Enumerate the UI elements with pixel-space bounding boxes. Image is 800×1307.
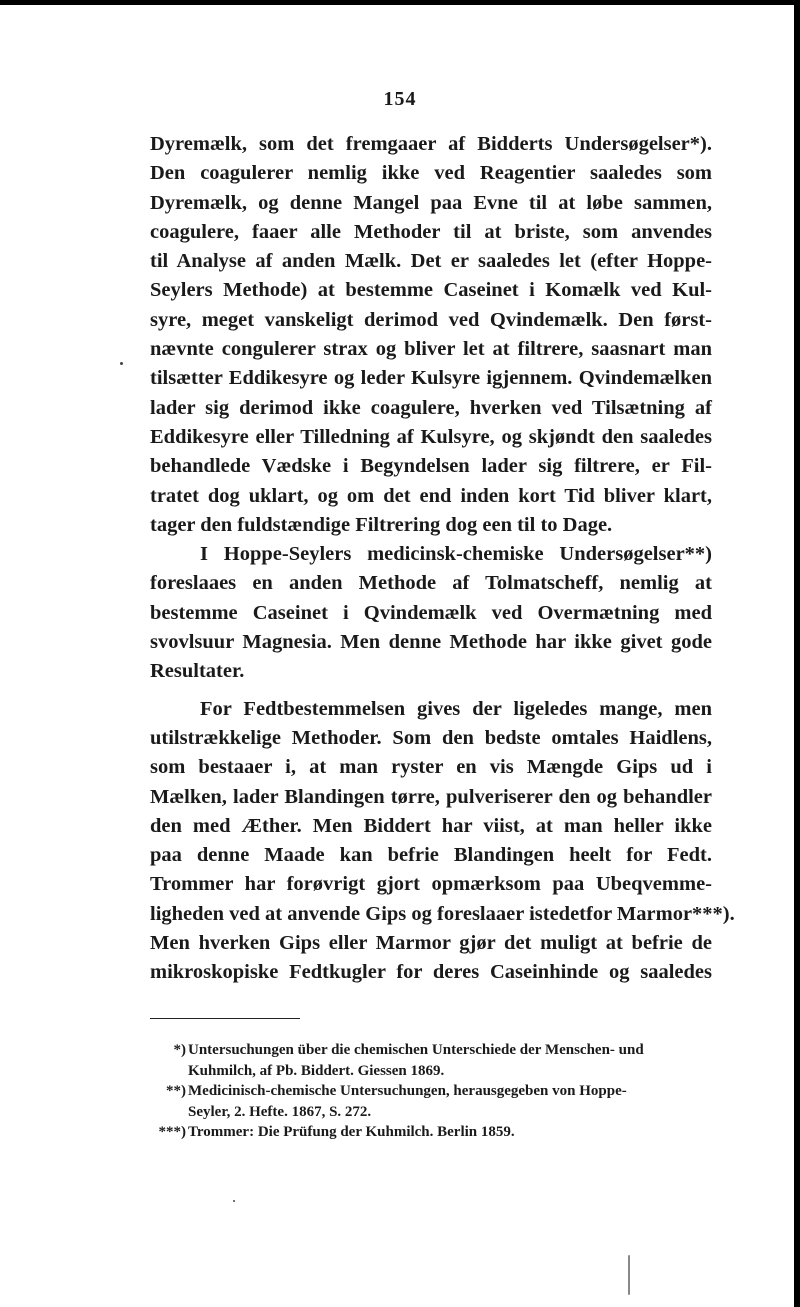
body-text (150, 130, 735, 988)
footnote-line (150, 1081, 712, 1102)
text-line: svovlsuur Magnesia. Men denne Methode har ikke givet gode (150, 631, 712, 654)
text-line: Men hverken Gips eller Marmor gjør det muligt at befrie de (150, 932, 712, 955)
scan-edge-right (794, 0, 800, 1307)
text-line: tratet dog uklart, og om det end inden kort Tid bliver klart, (150, 484, 712, 507)
text-line: Resultater. (150, 660, 245, 683)
footnotes (150, 1040, 712, 1143)
text-line: nævnte congulerer strax og bliver let at filtrere, saasnart man (150, 338, 712, 361)
text-line: Eddikesyre eller Tilledning af Kulsyre, og skjøndt den saaledes (150, 425, 712, 448)
footnote-text: Untersuchungen über die chemischen Unterschiede der Menschen- und (188, 1042, 644, 1058)
footnote-text: Trommer: Die Prüfung der Kuhmilch. Berlin 1859. (188, 1124, 515, 1140)
scan-speck (628, 1255, 630, 1295)
text-line: syre, meget vanskeligt derimod ved Qvindemælk. Den først- (150, 308, 712, 331)
text-line: paa denne Maade kan befrie Blandingen heelt for Fedt. (150, 844, 712, 867)
text-line: bestemme Caseinet i Qvindemælk ved Overmætning med (150, 601, 712, 624)
text-line: Mælken, lader Blandingen tørre, pulveriserer den og behandler (150, 785, 712, 808)
text-line: som bestaaer i, at man ryster en vis Mængde Gips ud i (150, 756, 712, 779)
text-line: mikroskopiske Fedtkugler for deres Caseinhinde og saaledes (150, 961, 712, 984)
text-line: Dyremælk, som det fremgaaer af Bidderts Undersøgelser*). (150, 133, 712, 155)
text-line: tager den fuldstændige Filtrering dog een til to Dage. (150, 513, 613, 536)
text-line: Den coagulerer nemlig ikke ved Reagentier saaledes som (150, 162, 712, 185)
footnote-mark: *) (173, 1042, 186, 1058)
footnote-rule (150, 1018, 300, 1019)
scan-speck (120, 362, 123, 365)
footnote-mark: **) (166, 1083, 186, 1099)
text-line: I Hoppe-Seylers medicinsk-chemiske Undersøgelser**) (200, 543, 712, 566)
text-line: den med Æther. Men Biddert har viist, at man heller ikke (150, 814, 712, 837)
text-line: lader sig derimod ikke coagulere, hverken ved Tilsætning af (150, 396, 712, 419)
footnote-mark: ***) (158, 1124, 186, 1140)
text-line: coagulere, faaer alle Methoder til at briste, som anvendes (150, 220, 712, 243)
paragraph-break (150, 687, 712, 695)
footnote-line (150, 1040, 712, 1061)
text-line: Seylers Methode) at bestemme Caseinet i Komælk ved Kul- (150, 279, 712, 302)
footnote-text: Medicinisch-chemische Untersuchungen, herausgegeben von Hoppe- (188, 1083, 627, 1099)
scan-speck (233, 1200, 235, 1202)
text-line: utilstrækkelige Methoder. Som den bedste omtales Haidlens, (150, 726, 712, 749)
text-line: til Analyse af anden Mælk. Det er saaledes let (efter Hoppe- (150, 250, 712, 273)
text-line: foreslaaes en anden Methode af Tolmatscheff, nemlig at (150, 572, 712, 595)
text-line: behandlede Vædske i Begyndelsen lader sig filtrere, er Fil- (150, 455, 712, 478)
text-line: For Fedtbestemmelsen gives der ligeledes mange, men (200, 697, 712, 720)
scan-edge-top (0, 0, 800, 5)
text-line: ligheden ved at anvende Gips og foreslaaer istedetfor Marmor***). (150, 902, 735, 925)
page-number: 154 (383, 88, 417, 110)
footnote-line (150, 1122, 712, 1143)
text-line: Trommer har forøvrigt gjort opmærksom paa Ubeqvemme- (150, 873, 712, 896)
footnote-line: Seyler, 2. Hefte. 1867, S. 272. (188, 1103, 372, 1120)
text-line: tilsætter Eddikesyre og leder Kulsyre igjennem. Qvindemælken (150, 367, 712, 390)
footnote-line: Kuhmilch, af Pb. Biddert. Giessen 1869. (188, 1062, 445, 1079)
text-line: Dyremælk, og denne Mangel paa Evne til at løbe sammen, (150, 191, 712, 214)
